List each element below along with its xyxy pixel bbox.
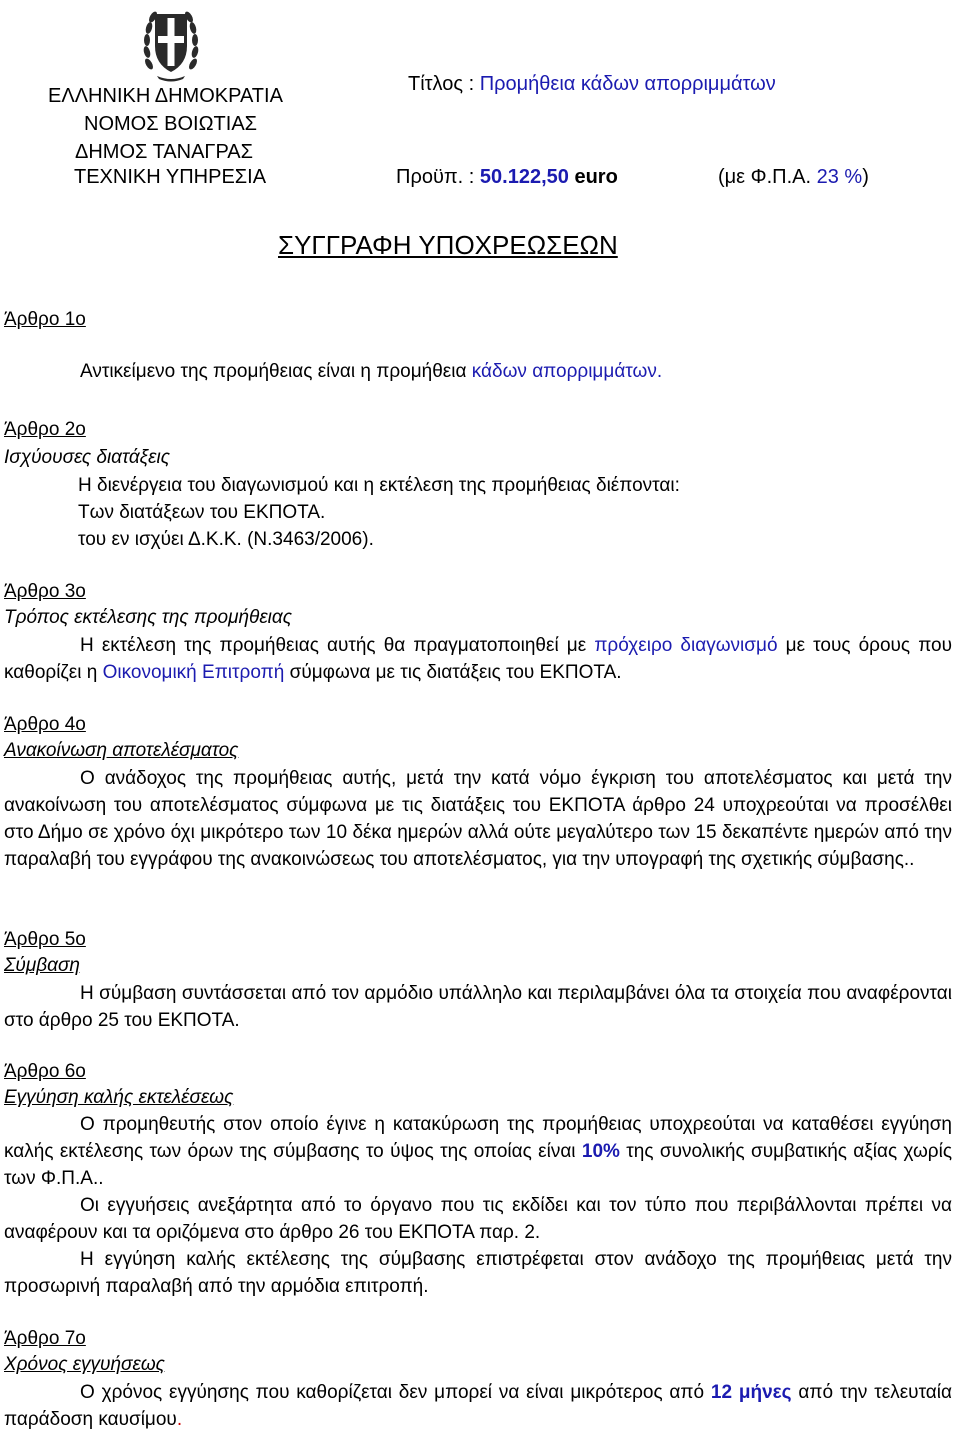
article-1-body: Αντικείμενο της προμήθειας είναι η προμήθεια xyxy=(80,361,472,382)
article-3-paragraph xyxy=(4,632,952,686)
article-6-paragraph-1 xyxy=(4,1111,952,1192)
article-6-text-2: της συνολικής συμβατικής αξίας χωρίς των Φ.Π.Α.. xyxy=(4,1141,952,1189)
article-2-subtitle: Ισχύουσες διατάξεις xyxy=(4,447,170,468)
article-7-text-2: από την τελευταία παράδοση καυσίμου xyxy=(4,1382,952,1430)
article-4-paragraph: Ο ανάδοχος της προμήθειας αυτής, μετά την κατά νόμο έγκριση του αποτελέσματος και μετά την ανακοίνωση του αποτελέσματος σύμφωνα με τις διατάξεις του ΕΚΠΟΤΑ άρθρο 24 υποχρεούται να προσέλθει στο Δήμο σε χρόνο όχι μικρότερο των 10 δέκα ημερών αλλά ούτε μεγαλύτερο των 15 δεκαπέντε ημερών από την παραλαβή του εγγράφου της ανακοινώσεως του αποτελέσματος, για την υπογραφή της σχετικής σύμβασης.. xyxy=(4,768,952,870)
article-3-highlight-1: πρόχειρο διαγωνισμό xyxy=(594,635,778,656)
article-1-heading: Άρθρο 1ο xyxy=(4,309,86,330)
vat-prefix: (με Φ.Π.Α. xyxy=(718,166,817,188)
vat-suffix: ) xyxy=(862,166,869,188)
article-7-text-1: Ο χρόνος εγγύησης που καθορίζεται δεν μπορεί να είναι μικρότερος από xyxy=(80,1382,711,1403)
org-line-4: ΤΕΧΝΙΚΗ ΥΠΗΡΕΣΙΑ xyxy=(74,166,267,188)
article-2-line-3: του εν ισχύει Δ.Κ.Κ. (Ν.3463/2006). xyxy=(78,529,374,550)
budget-label: Προϋπ. : xyxy=(396,166,480,188)
org-line-3: ΔΗΜΟΣ ΤΑΝΑΓΡΑΣ xyxy=(75,141,254,163)
article-3-heading: Άρθρο 3ο xyxy=(4,581,86,602)
article-6-subtitle: Εγγύηση καλής εκτελέσεως xyxy=(4,1087,234,1108)
article-6-paragraph-3: Η εγγύηση καλής εκτέλεσης της σύμβασης επιστρέφεται στον ανάδοχο της προμήθειας μετά την προσωρινή παραλαβή από την αρμόδια επιτροπή. xyxy=(4,1249,952,1297)
org-line-1: ΕΛΛΗΝΙΚΗ ΔΗΜΟΚΡΑΤΙΑ xyxy=(48,85,283,107)
org-line-2: ΝΟΜΟΣ ΒΟΙΩΤΙΑΣ xyxy=(84,113,258,135)
budget-unit: euro xyxy=(568,166,618,188)
article-3-text-1: Η εκτέλεση της προμήθειας αυτής θα πραγματοποιηθεί με xyxy=(80,635,595,656)
article-4-subtitle: Ανακοίνωση αποτελέσματος xyxy=(4,740,239,761)
article-5-subtitle: Σύμβαση xyxy=(4,955,80,976)
article-2-line-1: Η διενέργεια του διαγωνισμού και η εκτέλεση της προμήθειας διέπονται: xyxy=(78,475,680,496)
article-2-line-2: Των διατάξεων του ΕΚΠΟΤΑ. xyxy=(78,502,326,523)
article-1-text xyxy=(80,360,662,384)
article-7-end-dot: . xyxy=(176,1409,183,1430)
budget-amount: 50.122,50 xyxy=(479,166,569,188)
article-7-heading: Άρθρο 7ο xyxy=(4,1328,86,1349)
article-6-highlight: 10% xyxy=(581,1141,620,1162)
article-2-heading: Άρθρο 2ο xyxy=(4,419,86,440)
header-budget-row xyxy=(396,165,618,189)
article-7-highlight: 12 μήνες xyxy=(710,1382,792,1403)
article-3-text-2: με τους όρους που καθορίζει η xyxy=(4,635,952,683)
article-3-subtitle: Τρόπος εκτέλεσης της προμήθειας xyxy=(4,607,292,628)
article-5-paragraph: Η σύμβαση συντάσσεται από τον αρμόδιο υπάλληλο και περιλαμβάνει όλα τα στοιχεία που αναφέρονται στο άρθρο 25 του ΕΚΠΟΤΑ. xyxy=(4,983,952,1031)
article-7-subtitle: Χρόνος εγγυήσεως xyxy=(4,1354,165,1375)
article-6-paragraph-2: Οι εγγυήσεις ανεξάρτητα από το όργανο που τις εκδίδει και τον τύπο που περιβάλλονται πρέπει να αναφέρουν και τα οριζόμενα στο άρθρο 26 του ΕΚΠΟΤΑ παρ. 2. xyxy=(4,1195,952,1243)
header-title-row xyxy=(408,72,776,96)
document-title: ΣΥΓΓΡΑΦΗ ΥΠΟΧΡΕΩΣΕΩΝ xyxy=(278,230,618,260)
article-6-heading: Άρθρο 6ο xyxy=(4,1061,86,1082)
coat-of-arms-emblem xyxy=(143,4,199,82)
article-4-heading: Άρθρο 4ο xyxy=(4,714,86,735)
article-3-highlight-2: Οικονομική Επιτροπή xyxy=(102,662,285,683)
article-3-text-3: σύμφωνα με τις διατάξεις του ΕΚΠΟΤΑ. xyxy=(284,662,622,683)
title-value: Προμήθεια κάδων απορριμμάτων xyxy=(479,73,776,95)
title-label: Τίτλος : xyxy=(408,73,480,95)
article-7-paragraph xyxy=(4,1379,952,1433)
header-vat-row xyxy=(718,165,869,189)
article-5-heading: Άρθρο 5ο xyxy=(4,929,86,950)
vat-value: 23 % xyxy=(816,166,863,188)
article-1-highlight: κάδων απορριμμάτων. xyxy=(471,361,663,382)
article-6-text-1: Ο προμηθευτής στον οποίο έγινε η κατακύρωση της προμήθειας υποχρεούται να καταθέσει εγγύηση καλής εκτέλεσης των όρων της σύμβασης το ύψος της οποίας είναι xyxy=(4,1114,952,1162)
